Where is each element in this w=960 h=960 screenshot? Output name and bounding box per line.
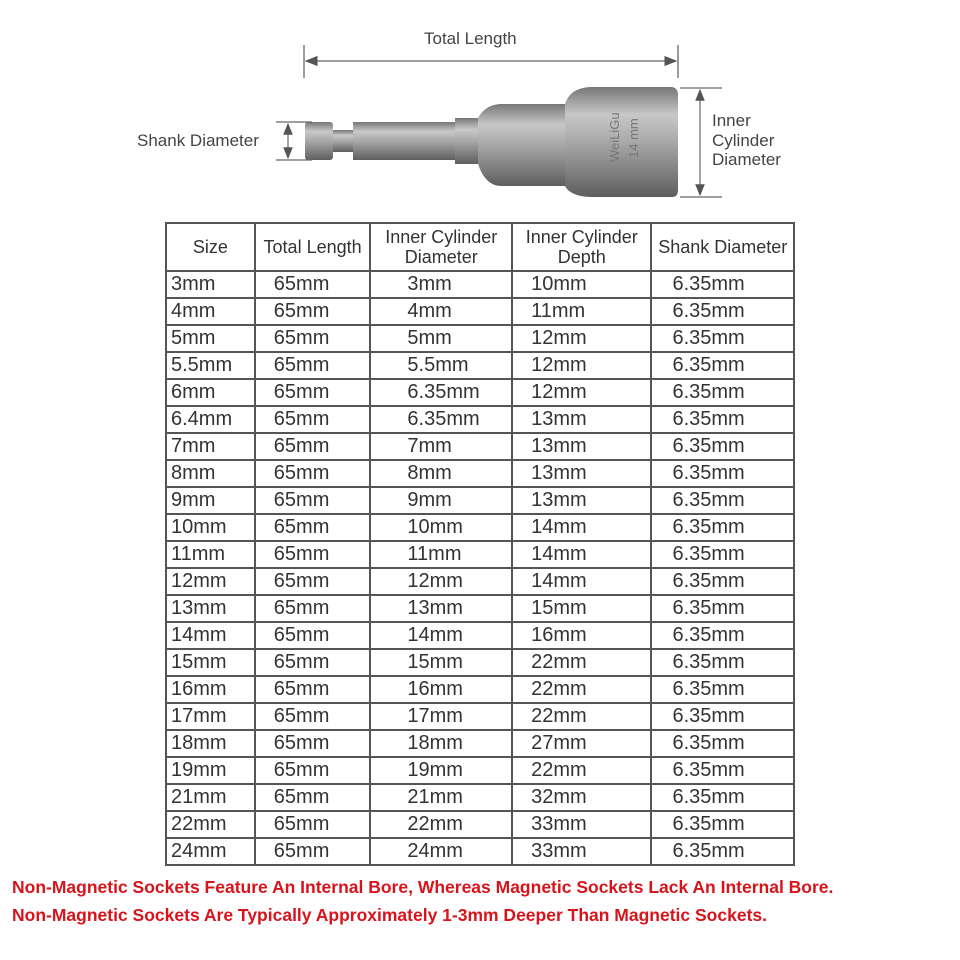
table-cell: 6.35mm (651, 757, 794, 784)
table-cell: 33mm (512, 838, 651, 865)
table-cell: 13mm (512, 433, 651, 460)
table-cell: 65mm (255, 325, 371, 352)
table-cell: 22mm (166, 811, 255, 838)
table-cell: 6.35mm (651, 568, 794, 595)
table-row (166, 676, 794, 703)
table-cell: 6.35mm (651, 514, 794, 541)
table-cell: 6.35mm (651, 703, 794, 730)
note-internal-bore: Non-Magnetic Sockets Feature An Internal Bore, Whereas Magnetic Sockets Lack An Internal Bore. (12, 877, 834, 897)
table-cell: 65mm (255, 703, 371, 730)
table-cell: 9mm (370, 487, 512, 514)
table-cell: 3mm (166, 271, 255, 298)
table-cell: 6.4mm (166, 406, 255, 433)
table-row (166, 838, 794, 865)
table-cell: 6.35mm (651, 271, 794, 298)
table-cell: 27mm (512, 730, 651, 757)
table-cell: 7mm (370, 433, 512, 460)
table-row (166, 352, 794, 379)
table-row (166, 406, 794, 433)
table-cell: 17mm (166, 703, 255, 730)
table-cell: 22mm (512, 649, 651, 676)
table-cell: 22mm (512, 703, 651, 730)
label-line: Cylinder (712, 130, 775, 150)
table-cell: 4mm (370, 298, 512, 325)
table-row (166, 784, 794, 811)
table-cell: 6.35mm (370, 406, 512, 433)
table-cell: 5mm (166, 325, 255, 352)
table-cell: 18mm (166, 730, 255, 757)
table-cell: 6.35mm (651, 298, 794, 325)
table-cell: 13mm (512, 406, 651, 433)
table-row (166, 649, 794, 676)
table-cell: 65mm (255, 622, 371, 649)
table-cell: 8mm (370, 460, 512, 487)
table-cell: 6.35mm (651, 487, 794, 514)
table-cell: 9mm (166, 487, 255, 514)
table-cell: 14mm (512, 568, 651, 595)
table-cell: 32mm (512, 784, 651, 811)
table-cell: 15mm (166, 649, 255, 676)
column-header: Inner Cylinder Depth (512, 223, 651, 271)
table-cell: 13mm (512, 460, 651, 487)
table-cell: 6.35mm (651, 811, 794, 838)
table-row (166, 730, 794, 757)
table-cell: 12mm (512, 325, 651, 352)
table-cell: 8mm (166, 460, 255, 487)
socket-tool-image (305, 87, 678, 197)
table-cell: 14mm (512, 514, 651, 541)
table-cell: 6.35mm (651, 379, 794, 406)
table-cell: 33mm (512, 811, 651, 838)
note-depth: Non-Magnetic Sockets Are Typically Approximately 1-3mm Deeper Than Magnetic Sockets. (12, 905, 767, 925)
table-cell: 19mm (370, 757, 512, 784)
table-cell: 11mm (166, 541, 255, 568)
table-cell: 65mm (255, 649, 371, 676)
table-cell: 14mm (166, 622, 255, 649)
table-cell: 18mm (370, 730, 512, 757)
table-cell: 13mm (512, 487, 651, 514)
label-line: Inner (712, 111, 751, 130)
table-cell: 65mm (255, 811, 371, 838)
table-cell: 6.35mm (651, 784, 794, 811)
table-cell: 65mm (255, 676, 371, 703)
table-cell: 65mm (255, 595, 371, 622)
table-row (166, 541, 794, 568)
table-header-row (166, 223, 794, 271)
table-row (166, 757, 794, 784)
total-length-label: Total Length (424, 29, 517, 48)
table-cell: 19mm (166, 757, 255, 784)
table-cell: 6.35mm (651, 595, 794, 622)
table-cell: 3mm (370, 271, 512, 298)
table-cell: 5.5mm (166, 352, 255, 379)
table-cell: 11mm (370, 541, 512, 568)
table-cell: 12mm (512, 352, 651, 379)
table-cell: 22mm (512, 676, 651, 703)
table-cell: 6mm (166, 379, 255, 406)
table-cell: 65mm (255, 406, 371, 433)
table-cell: 65mm (255, 784, 371, 811)
table-cell: 15mm (512, 595, 651, 622)
table-cell: 65mm (255, 541, 371, 568)
socket-engraving-size: 14 mm (626, 118, 641, 158)
table-cell: 6.35mm (651, 325, 794, 352)
table-cell: 12mm (512, 379, 651, 406)
table-row (166, 622, 794, 649)
table-cell: 65mm (255, 757, 371, 784)
table-cell: 65mm (255, 487, 371, 514)
table-cell: 6.35mm (651, 352, 794, 379)
table-row (166, 568, 794, 595)
socket-engraving-brand: WeiLiGu (607, 112, 622, 162)
table-cell: 65mm (255, 568, 371, 595)
column-header: Size (166, 223, 255, 271)
table-cell: 65mm (255, 730, 371, 757)
table-cell: 65mm (255, 838, 371, 865)
table-cell: 6.35mm (651, 433, 794, 460)
table-cell: 10mm (370, 514, 512, 541)
total-length-dimension (304, 45, 678, 78)
table-cell: 10mm (512, 271, 651, 298)
table-cell: 17mm (370, 703, 512, 730)
table-cell: 6.35mm (651, 730, 794, 757)
table-cell: 11mm (512, 298, 651, 325)
table-cell: 4mm (166, 298, 255, 325)
table-cell: 6.35mm (651, 541, 794, 568)
table-cell: 5.5mm (370, 352, 512, 379)
column-header: Shank Diameter (651, 223, 794, 271)
table-cell: 65mm (255, 352, 371, 379)
table-cell: 65mm (255, 298, 371, 325)
table-cell: 6.35mm (651, 838, 794, 865)
table-row (166, 595, 794, 622)
table-cell: 6.35mm (651, 622, 794, 649)
table-cell: 16mm (166, 676, 255, 703)
table-cell: 13mm (370, 595, 512, 622)
table-row (166, 433, 794, 460)
table-cell: 65mm (255, 514, 371, 541)
table-cell: 5mm (370, 325, 512, 352)
table-row (166, 379, 794, 406)
column-header: Inner Cylinder Diameter (370, 223, 512, 271)
label-line: Diameter (712, 150, 781, 170)
table-cell: 10mm (166, 514, 255, 541)
table-row (166, 271, 794, 298)
table-cell: 6.35mm (370, 379, 512, 406)
table-cell: 7mm (166, 433, 255, 460)
column-header: Total Length (255, 223, 371, 271)
table-row (166, 460, 794, 487)
table-cell: 24mm (166, 838, 255, 865)
table-cell: 65mm (255, 271, 371, 298)
table-cell: 12mm (166, 568, 255, 595)
shank-diameter-label: Shank Diameter (137, 131, 259, 150)
table-row (166, 298, 794, 325)
table-cell: 6.35mm (651, 649, 794, 676)
table-cell: 21mm (166, 784, 255, 811)
table-cell: 65mm (255, 433, 371, 460)
table-cell: 24mm (370, 838, 512, 865)
table-cell: 21mm (370, 784, 512, 811)
spec-table (165, 222, 795, 866)
table-cell: 6.35mm (651, 406, 794, 433)
table-row (166, 811, 794, 838)
table-row (166, 514, 794, 541)
table-row (166, 325, 794, 352)
table-cell: 14mm (370, 622, 512, 649)
table-row (166, 703, 794, 730)
table-cell: 65mm (255, 460, 371, 487)
table-cell: 16mm (370, 676, 512, 703)
table-row (166, 487, 794, 514)
table-cell: 22mm (512, 757, 651, 784)
table-cell: 13mm (166, 595, 255, 622)
table-cell: 65mm (255, 379, 371, 406)
table-cell: 6.35mm (651, 460, 794, 487)
table-cell: 22mm (370, 811, 512, 838)
table-cell: 15mm (370, 649, 512, 676)
inner-cylinder-diameter-label (712, 111, 781, 170)
table-cell: 6.35mm (651, 676, 794, 703)
table-cell: 16mm (512, 622, 651, 649)
table-cell: 14mm (512, 541, 651, 568)
table-cell: 12mm (370, 568, 512, 595)
